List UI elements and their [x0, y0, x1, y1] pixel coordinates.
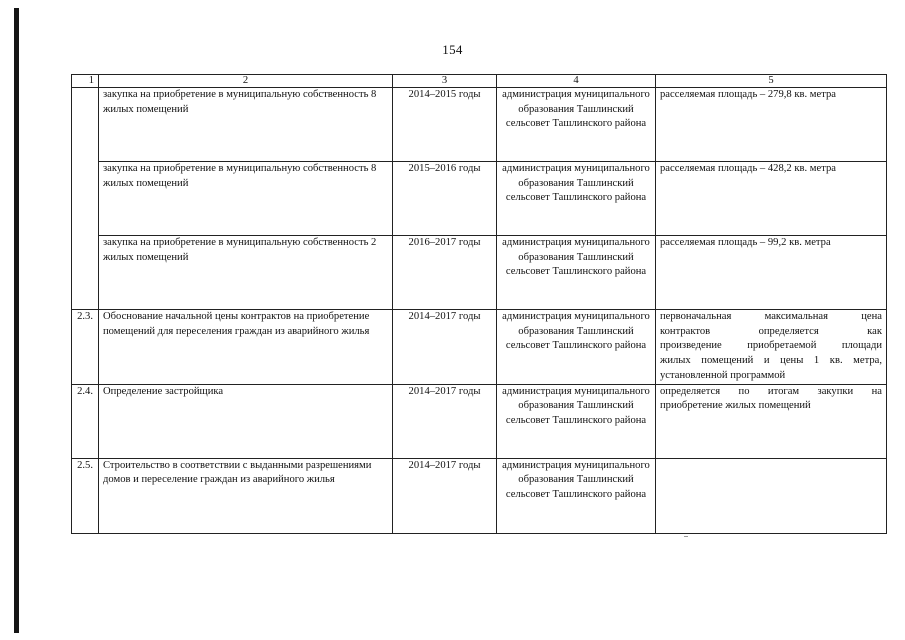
- column-header-2: 2: [99, 75, 393, 88]
- result-cell: [656, 162, 887, 236]
- result-line: приобретение жилых помещений: [660, 400, 811, 412]
- table-row: [72, 458, 887, 533]
- table-row: [72, 88, 887, 162]
- row-number: [72, 162, 99, 236]
- period-cell: 2015–2016 годы: [393, 162, 497, 236]
- row-number: 2.5.: [72, 458, 99, 533]
- result-line: расселяемая площадь – 428,2 кв. метра: [660, 163, 836, 174]
- page-number: 154: [442, 42, 463, 57]
- result-line: расселяемая площадь – 279,8 кв. метра: [660, 89, 836, 100]
- executor-cell: администрация муниципального образования Ташлинский сельсовет Ташлинского района: [497, 384, 656, 458]
- executor-cell: администрация муниципального образования Ташлинский сельсовет Ташлинского района: [497, 162, 656, 236]
- activity-cell: Строительство в соответствии с выданными разрешениями домов и переселение граждан из аварийного жилья: [99, 458, 393, 533]
- result-line: жилых помещений и цены 1 кв. метра,: [660, 355, 882, 367]
- column-header-4: 4: [497, 75, 656, 88]
- result-cell: [656, 236, 887, 310]
- executor-cell: администрация муниципального образования Ташлинский сельсовет Ташлинского района: [497, 88, 656, 162]
- result-cell: [656, 384, 887, 458]
- row-number: 2.4.: [72, 384, 99, 458]
- result-line: первоначальная максимальная цена: [660, 311, 882, 322]
- executor-cell: администрация муниципального образования Ташлинский сельсовет Ташлинского района: [497, 310, 656, 385]
- result-line: произведение приобретаемой площади: [660, 340, 882, 352]
- row-number: [72, 236, 99, 310]
- result-cell: [656, 88, 887, 162]
- row-number: [72, 88, 99, 162]
- result-line: определяется по итогам закупки на: [660, 385, 882, 397]
- result-line: установленной программой: [660, 369, 786, 381]
- scan-binding-edge: [14, 8, 19, 633]
- column-header-5: 5: [656, 75, 887, 88]
- scan-speck: [684, 536, 688, 537]
- period-cell: 2014–2017 годы: [393, 458, 497, 533]
- result-cell: [656, 310, 887, 385]
- table-row: [72, 162, 887, 236]
- activity-cell: закупка на приобретение в муниципальную собственность 8 жилых помещений: [99, 162, 393, 236]
- row-number: 2.3.: [72, 310, 99, 385]
- executor-cell: администрация муниципального образования Ташлинский сельсовет Ташлинского района: [497, 236, 656, 310]
- period-cell: 2014–2015 годы: [393, 88, 497, 162]
- table-row: [72, 236, 887, 310]
- column-header-3: 3: [393, 75, 497, 88]
- period-cell: 2014–2017 годы: [393, 384, 497, 458]
- result-line: расселяемая площадь – 99,2 кв. метра: [660, 237, 831, 248]
- column-header-1: 1: [72, 75, 99, 88]
- program-activities-table: [71, 74, 887, 534]
- table-row: [72, 310, 887, 385]
- period-cell: 2016–2017 годы: [393, 236, 497, 310]
- activity-cell: закупка на приобретение в муниципальную собственность 8 жилых помещений: [99, 88, 393, 162]
- result-cell: [656, 458, 887, 533]
- executor-cell: администрация муниципального образования Ташлинский сельсовет Ташлинского района: [497, 458, 656, 533]
- table-header-row: [72, 75, 887, 88]
- table-row: [72, 384, 887, 458]
- activity-cell: закупка на приобретение в муниципальную собственность 2 жилых помещений: [99, 236, 393, 310]
- activity-cell: Определение застройщика: [99, 384, 393, 458]
- activity-cell: Обоснование начальной цены контрактов на приобретение помещений для переселения граждан из аварийного жилья: [99, 310, 393, 385]
- result-line: контрактов определяется как: [660, 325, 882, 337]
- period-cell: 2014–2017 годы: [393, 310, 497, 385]
